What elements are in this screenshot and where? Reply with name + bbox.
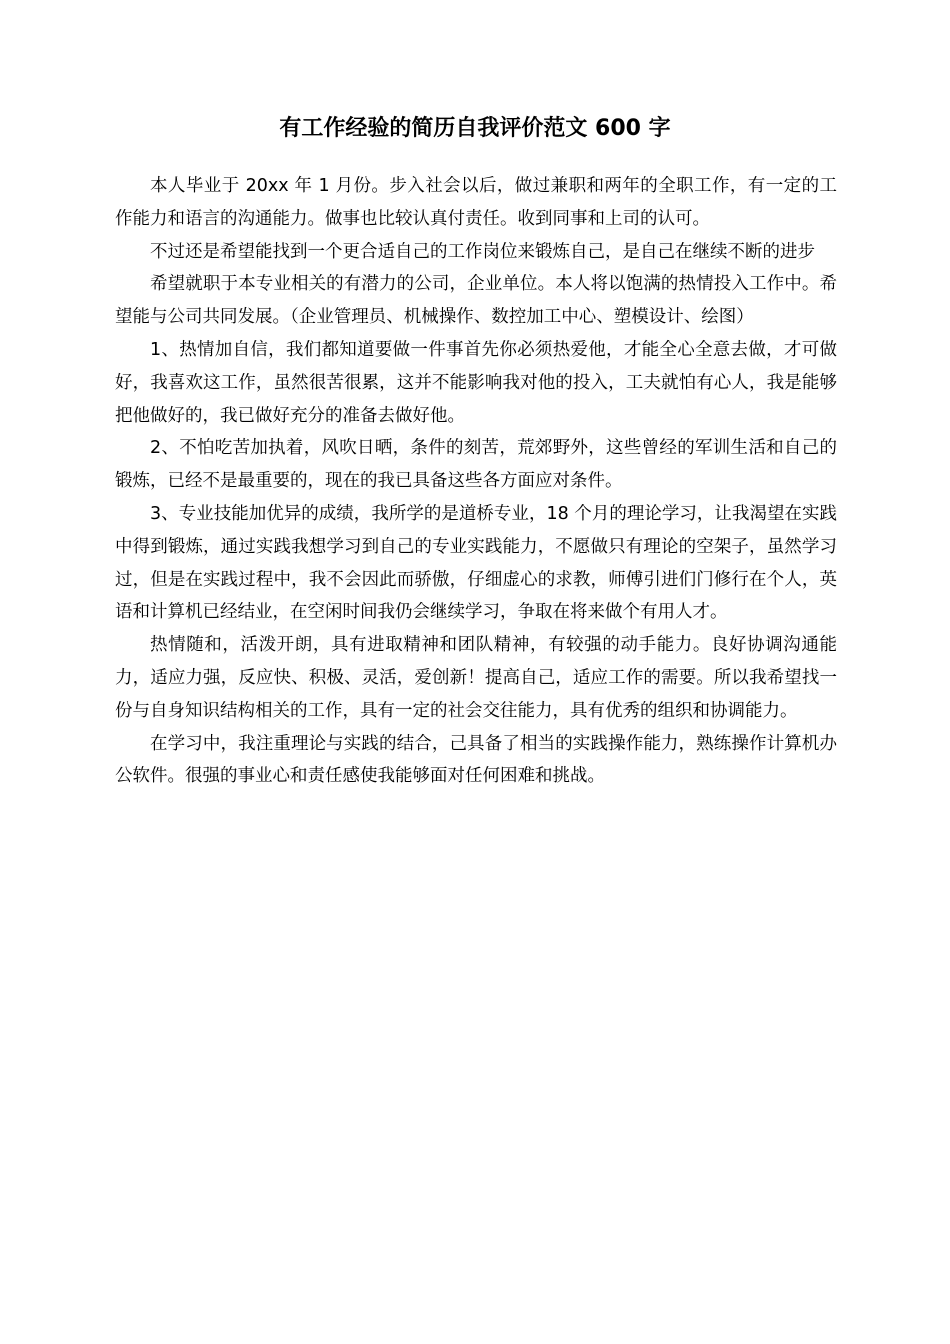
- paragraph-study: 在学习中，我注重理论与实践的结合，己具备了相当的实践操作能力，熟练操作计算机办公软件。很强的事业心和责任感使我能够面对任何困难和挑战。: [115, 733, 837, 787]
- document-body: [115, 170, 837, 793]
- paragraph-job-target: 希望就职于本专业相关的有潜力的公司，企业单位。本人将以饱满的热情投入工作中。希望能与公司共同发展。（企业管理员、机械操作、数控加工中心、塑模设计、绘图）: [115, 274, 837, 328]
- paragraph-personality: 热情随和，活泼开朗，具有进取精神和团队精神，有较强的动手能力。良好协调沟通能力，适应力强，反应快、积极、灵活，爱创新！提高自己，适应工作的需要。所以我希望找一份与自身知识结构相关的工作，具有一定的社会交往能力，具有优秀的组织和协调能力。: [115, 635, 837, 721]
- paragraph-point-2: 2、不怕吃苦加执着，风吹日晒，条件的刻苦，荒郊野外，这些曾经的军训生活和自己的锻炼，已经不是最重要的，现在的我已具备这些各方面应对条件。: [115, 438, 837, 492]
- paragraph-intro: 本人毕业于 20xx 年 1 月份。步入社会以后，做过兼职和两年的全职工作，有一定的工作能力和语言的沟通能力。做事也比较认真付责任。收到同事和上司的认可。: [115, 176, 837, 229]
- paragraph-point-1: 1、热情加自信，我们都知道要做一件事首先你必须热爱他，才能全心全意去做，才可做好，我喜欢这工作，虽然很苦很累，这并不能影响我对他的投入，工夫就怕有心人，我是能够把他做好的，我已做好充分的准备去做好他。: [115, 339, 837, 426]
- document-title: 有工作经验的简历自我评价范文 600 字: [279, 116, 671, 141]
- paragraph-hope: 不过还是希望能找到一个更合适自己的工作岗位来锻炼自己，是自己在继续不断的进步: [150, 241, 815, 262]
- paragraph-point-3: 3、专业技能加优异的成绩，我所学的是道桥专业，18 个月的理论学习，让我渴望在实践中得到锻炼，通过实践我想学习到自己的专业实践能力，不愿做只有理论的空架子，虽然学习过，但是在实践过程中，我不会因此而骄傲，仔细虚心的求教，师傅引进们门修行在个人，英语和计算机已经结业，在空闲时间我仍会继续学习，争取在将来做个有用人才。: [115, 503, 837, 623]
